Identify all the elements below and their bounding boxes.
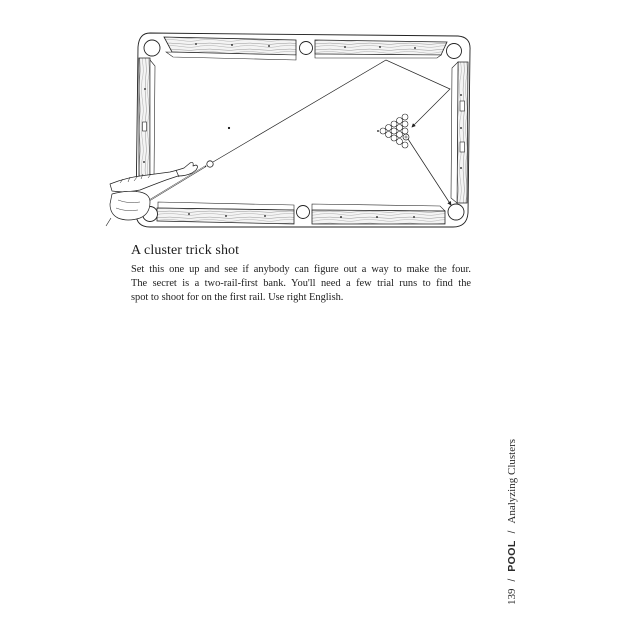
pocket-bottom-middle (297, 206, 310, 219)
top-rail-left (164, 37, 296, 60)
page-number: 139 (506, 588, 518, 605)
caption-line: Set this one up and see if anybody can figure out a way to make the four. (131, 264, 471, 275)
pocket-top-left (144, 40, 160, 56)
caption-line: The secret is a two-rail-first bank. You'll need a few trial runs to find the (131, 278, 471, 289)
pocket-top-middle (300, 42, 313, 55)
four-ball (403, 134, 409, 140)
foot-spot (377, 130, 379, 132)
bottom-rail-left (157, 202, 294, 224)
book-title: POOL (506, 540, 518, 572)
running-footer (506, 439, 518, 605)
right-rail (451, 62, 468, 203)
top-rail-right (315, 40, 447, 58)
caption-line: spot to shoot for on the first rail. Use right English. (131, 292, 344, 303)
figure-caption-title: A cluster trick shot (131, 243, 240, 258)
chapter-title: Analyzing Clusters (506, 438, 518, 524)
pool-table-illustration (100, 20, 480, 240)
pool-table-diagram (100, 20, 480, 240)
table-frame (136, 33, 470, 227)
bottom-rail-right (312, 204, 445, 224)
pocket-bottom-right (448, 204, 464, 220)
separator: / (507, 578, 518, 582)
left-rail (139, 58, 155, 182)
figure-caption-body (131, 263, 471, 305)
center-spot (228, 127, 230, 129)
separator: / (507, 530, 518, 534)
pocket-top-right (447, 44, 462, 59)
cue-ball (207, 161, 213, 167)
